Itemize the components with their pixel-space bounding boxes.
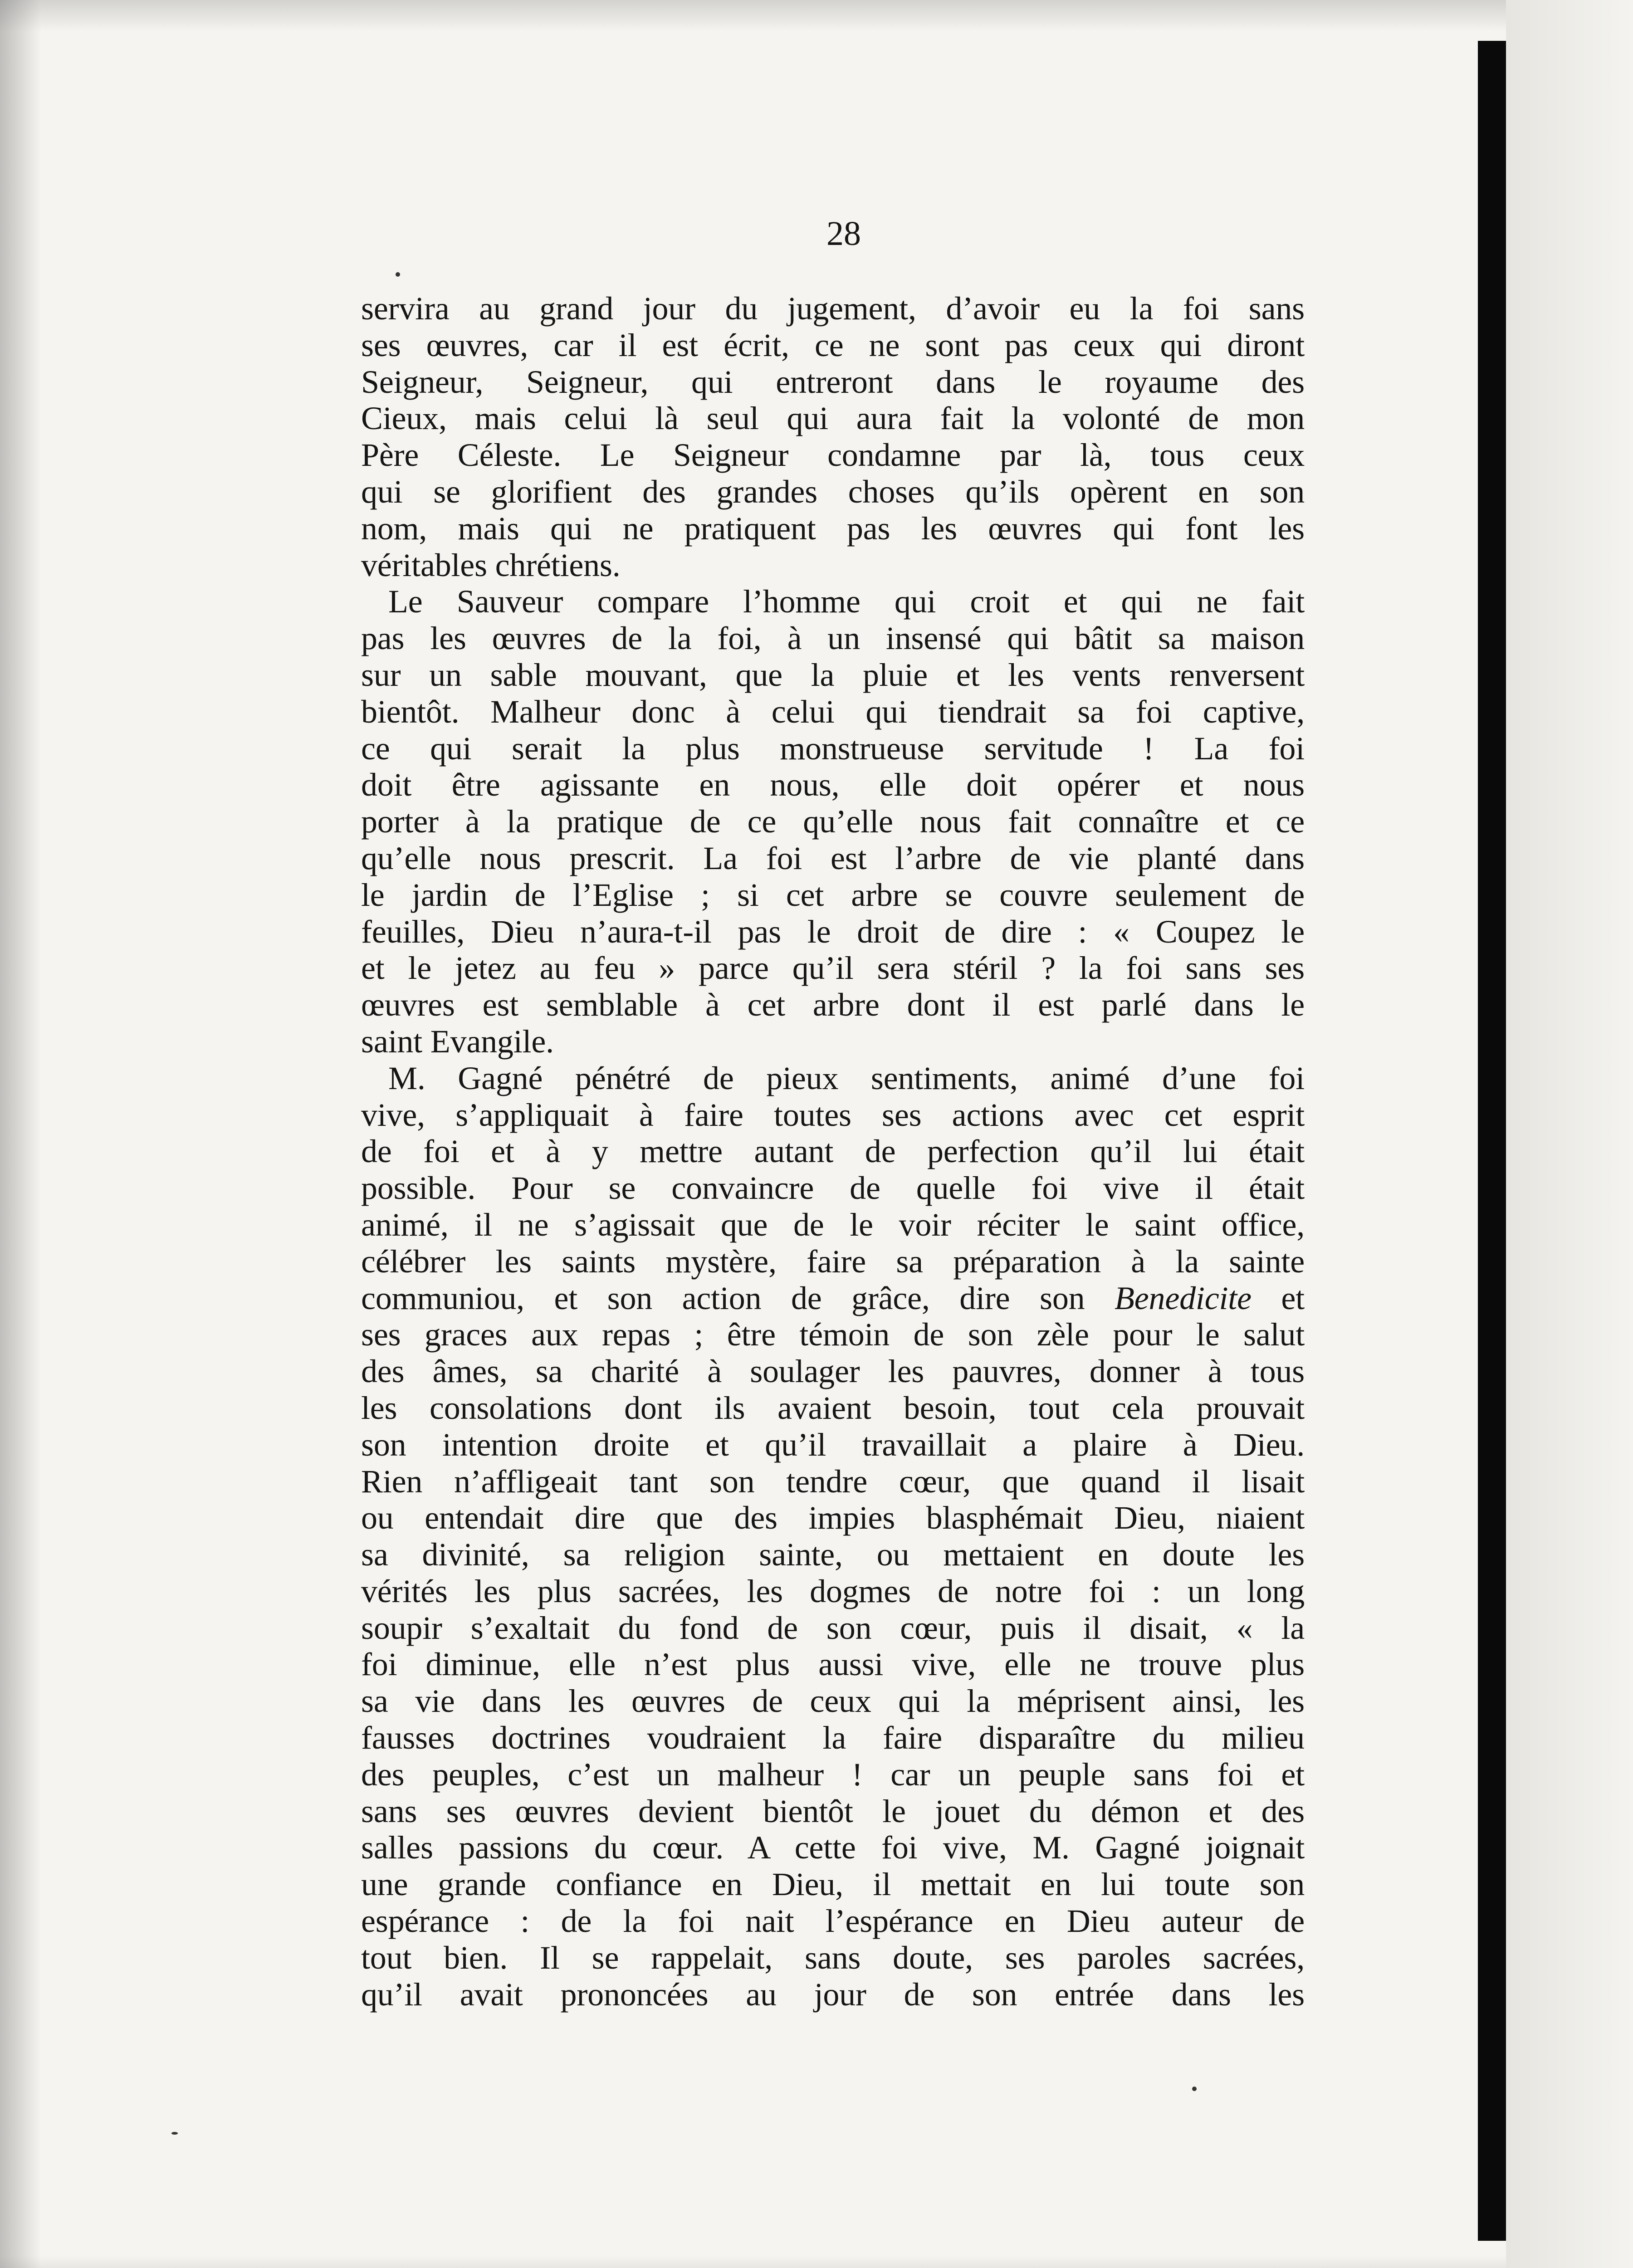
text-line: vive, s’appliquait à faire toutes ses actions avec cet esprit <box>361 1096 1305 1133</box>
scan-edge-bottom <box>0 2256 1633 2268</box>
text-line: Le Sauveur compare l’homme qui croit et qui ne fait <box>388 583 1305 620</box>
text-line: sa divinité, sa religion sainte, ou mettaient en doute les <box>361 1536 1305 1573</box>
text-line: foi diminue, elle n’est plus aussi vive, elle ne trouve plus <box>361 1646 1305 1683</box>
text-line: et le jetez au feu » parce qu’il sera stéril ? la foi sans ses <box>361 950 1305 987</box>
text-line: célébrer les saints mystère, faire sa préparation à la sainte <box>361 1243 1305 1280</box>
text-line: feuilles, Dieu n’aura-t-il pas le droit de dire : « Coupez le <box>361 913 1305 950</box>
text-line: une grande confiance en Dieu, il mettait en lui toute son <box>361 1866 1305 1903</box>
text-line: vérités les plus sacrées, les dogmes de notre foi : un long <box>361 1573 1305 1609</box>
text-line: qu’il avait prononcées au jour de son entrée dans les <box>361 1976 1305 2013</box>
body-text <box>361 290 1305 2013</box>
text-line: porter à la pratique de ce qu’elle nous fait connaître et ce <box>361 803 1305 840</box>
text-line: soupir s’exaltait du fond de son cœur, puis il disait, « la <box>361 1609 1305 1646</box>
text-line: nom, mais qui ne pratiquent pas les œuvres qui font les <box>361 510 1305 547</box>
text-line: le jardin de l’Eglise ; si cet arbre se couvre seulement de <box>361 876 1305 913</box>
binding-shadow-bar <box>1478 41 1506 2241</box>
text-line: M. Gagné pénétré de pieux sentiments, animé d’une foi <box>388 1060 1305 1096</box>
text-line: espérance : de la foi nait l’espérance en Dieu auteur de <box>361 1903 1305 1940</box>
facing-page-strip <box>1506 0 1633 2268</box>
text-line: Cieux, mais celui là seul qui aura fait la volonté de mon <box>361 400 1305 437</box>
text-line: qu’elle nous prescrit. La foi est l’arbre de vie planté dans <box>361 840 1305 876</box>
speck <box>171 2132 178 2135</box>
scan-edge-left <box>0 0 41 2268</box>
text-line: doit être agissante en nous, elle doit opérer et nous <box>361 767 1305 803</box>
text-line: œuvres est semblable à cet arbre dont il est parlé dans le <box>361 987 1305 1023</box>
text-line: ou entendait dire que des impies blasphémait Dieu, niaient <box>361 1500 1305 1536</box>
text-line: salles passions du cœur. A cette foi vive, M. Gagné joignait <box>361 1829 1305 1866</box>
text-line: Rien n’affligeait tant son tendre cœur, que quand il lisait <box>361 1463 1305 1500</box>
text-line-with-italic <box>361 1280 1305 1317</box>
text-line: sans ses œuvres devient bientôt le jouet du démon et des <box>361 1793 1305 1829</box>
speck <box>1192 2087 1197 2091</box>
text-line: de foi et à y mettre autant de perfection qu’il lui était <box>361 1133 1305 1170</box>
text-line: des peuples, c’est un malheur ! car un peuple sans foi et <box>361 1756 1305 1793</box>
text-segment: communiou, et son action de grâce, dire son <box>361 1280 1085 1316</box>
text-line: ce qui serait la plus monstrueuse servitude ! La foi <box>361 730 1305 767</box>
page-number: 28 <box>826 215 861 253</box>
text-line: ses graces aux repas ; être témoin de son zèle pour le salut <box>361 1316 1305 1353</box>
text-line: bientôt. Malheur donc à celui qui tiendrait sa foi captive, <box>361 693 1305 730</box>
text-line: tout bien. Il se rappelait, sans doute, ses paroles sacrées, <box>361 1939 1305 1976</box>
text-line: pas les œuvres de la foi, à un insensé qui bâtit sa maison <box>361 620 1305 657</box>
text-line: qui se glorifient des grandes choses qu’ils opèrent en son <box>361 473 1305 510</box>
italic-word: Benedicite <box>1115 1280 1252 1316</box>
text-line: les consolations dont ils avaient besoin, tout cela prouvait <box>361 1389 1305 1426</box>
text-line: saint Evangile. <box>361 1023 554 1060</box>
text-segment: et <box>1251 1280 1305 1316</box>
text-line: servira au grand jour du jugement, d’avoir eu la foi sans <box>361 290 1305 327</box>
text-line: Seigneur, Seigneur, qui entreront dans le royaume des <box>361 363 1305 400</box>
text-line: véritables chrétiens. <box>361 547 621 583</box>
text-line: ses œuvres, car il est écrit, ce ne sont pas ceux qui diront <box>361 327 1305 363</box>
text-line: son intention droite et qu’il travaillait a plaire à Dieu. <box>361 1426 1305 1463</box>
text-line: sa vie dans les œuvres de ceux qui la méprisent ainsi, les <box>361 1683 1305 1720</box>
text-line: animé, il ne s’agissait que de le voir réciter le saint office, <box>361 1206 1305 1243</box>
text-line: Père Céleste. Le Seigneur condamne par là, tous ceux <box>361 437 1305 474</box>
text-line: sur un sable mouvant, que la pluie et les vents renversent <box>361 656 1305 693</box>
text-line: fausses doctrines voudraient la faire disparaître du milieu <box>361 1720 1305 1756</box>
text-line: possible. Pour se convaincre de quelle foi vive il était <box>361 1170 1305 1207</box>
text-line: des âmes, sa charité à soulager les pauvres, donner à tous <box>361 1353 1305 1390</box>
scan-edge-top <box>0 0 1633 32</box>
speck <box>396 272 400 277</box>
